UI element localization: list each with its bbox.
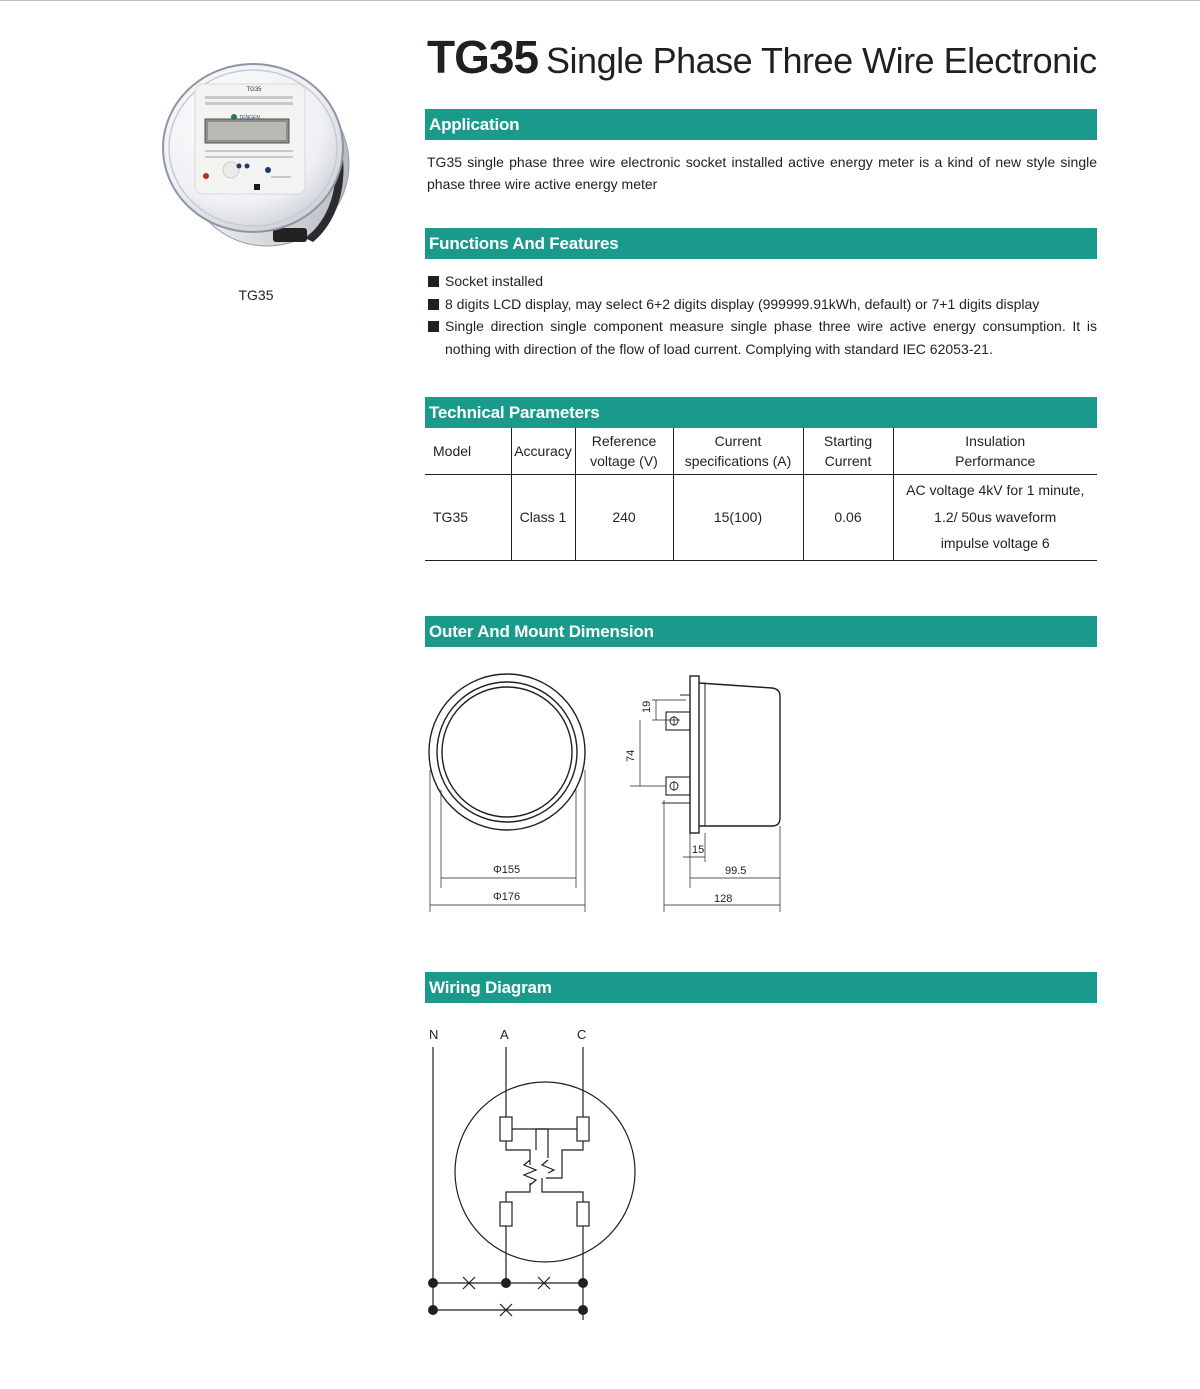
features-list <box>427 270 1097 360</box>
meter-brand: TENGEN <box>239 115 260 121</box>
dim-outer-diameter: Φ176 <box>493 891 521 903</box>
dim-inner-diameter: Φ155 <box>493 864 521 876</box>
bullet-square-icon <box>428 276 439 287</box>
top-rule <box>0 0 1200 1</box>
dim-74: 74 <box>625 749 637 762</box>
section-features-header: Functions And Features <box>425 228 1097 259</box>
column-header: Current specifications (A) <box>673 428 803 474</box>
table-row <box>425 474 1097 560</box>
table-cell: TG35 <box>433 508 469 525</box>
terminal-n-label: N <box>429 1027 439 1042</box>
table-header-row <box>425 428 1097 474</box>
dimension-drawing <box>420 668 790 918</box>
feature-item: 8 digits LCD display, may select 6+2 digits display (999999.91kWh, default) or 7+1 digits display <box>427 293 1097 316</box>
terminal-a-label: A <box>500 1027 509 1042</box>
column-header: Model <box>425 428 511 474</box>
dim-128: 128 <box>714 893 733 905</box>
bullet-square-icon <box>428 321 439 332</box>
section-wiring-header: Wiring Diagram <box>425 972 1097 1003</box>
dim-19: 19 <box>641 700 653 713</box>
product-caption: TG35 <box>238 287 274 303</box>
table-cell: 0.06 <box>803 474 893 560</box>
title-description: Single Phase Three Wire Electronic <box>546 40 1097 81</box>
table-cell: AC voltage 4kV for 1 minute, 1.2/ 50us waveform impulse voltage 6 <box>893 474 1097 560</box>
column-header: Starting Current <box>803 428 893 474</box>
application-text: TG35 single phase three wire electronic socket installed active energy meter is a kind of new style single phase three wire active energy meter <box>427 154 1097 192</box>
page-title <box>427 30 1107 84</box>
table-cell: 240 <box>575 474 673 560</box>
column-header: Reference voltage (V) <box>575 428 673 474</box>
meter-face-model: TG35 <box>246 87 262 93</box>
technical-parameters-table <box>425 428 1097 561</box>
table-cell: 15(100) <box>673 474 803 560</box>
bullet-square-icon <box>428 299 439 310</box>
section-technical-header: Technical Parameters <box>425 397 1097 428</box>
section-application-header: Application <box>425 109 1097 140</box>
title-model: TG35 <box>427 31 539 83</box>
table-cell: Class 1 <box>511 474 575 560</box>
meter-product-image <box>155 58 360 258</box>
dim-99-5: 99.5 <box>725 865 747 877</box>
dim-15: 15 <box>692 844 705 856</box>
feature-item: Single direction single component measure single phase three wire active energy consumption. It is nothing with direction of the flow of load current. Complying with standard IEC 62053-21. <box>427 315 1097 360</box>
section-dimension-header: Outer And Mount Dimension <box>425 616 1097 647</box>
column-header: Accuracy <box>511 428 575 474</box>
feature-item: Socket installed <box>427 270 1097 293</box>
column-header: Insulation Performance <box>893 428 1097 474</box>
wiring-diagram <box>420 1020 650 1330</box>
terminal-c-label: C <box>577 1027 587 1042</box>
